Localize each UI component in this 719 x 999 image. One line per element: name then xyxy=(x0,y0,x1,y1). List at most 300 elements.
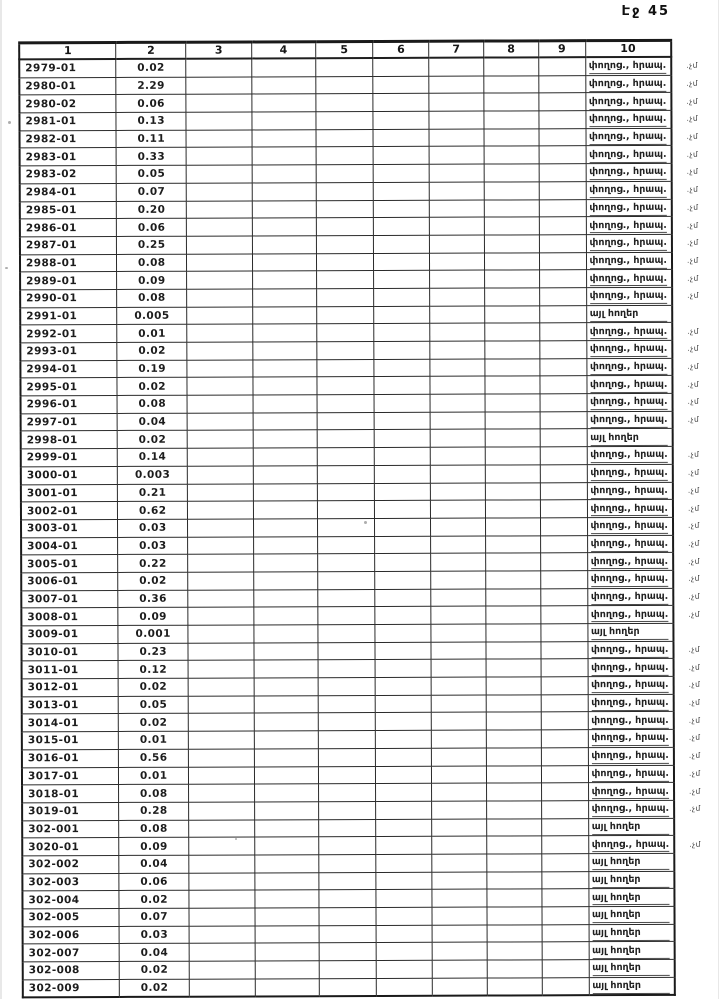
empty-cell xyxy=(431,659,486,677)
empty-cell xyxy=(376,907,432,925)
empty-cell xyxy=(430,376,485,394)
parcel-id-cell: 3008-01 xyxy=(21,608,118,626)
area-value-cell: 0.08 xyxy=(116,289,186,307)
empty-cell xyxy=(375,677,431,695)
empty-cell xyxy=(430,447,485,465)
land-use-cell xyxy=(588,853,674,871)
empty-cell xyxy=(253,466,317,484)
empty-cell xyxy=(373,182,429,200)
land-use-cell xyxy=(586,323,672,341)
land-use-text: փողոց., հրապ. xyxy=(591,715,669,729)
land-use-cell xyxy=(585,93,671,111)
empty-cell xyxy=(318,837,376,855)
empty-cell xyxy=(431,872,486,890)
empty-cell xyxy=(430,571,485,589)
empty-cell xyxy=(375,660,431,678)
column-header-1: 1 xyxy=(19,42,116,59)
land-use-text: փողոց., հրապ. xyxy=(591,803,669,817)
empty-cell xyxy=(539,358,586,376)
land-use-cell xyxy=(585,252,671,270)
empty-cell xyxy=(188,643,254,661)
empty-cell xyxy=(431,695,486,713)
empty-cell xyxy=(430,483,485,501)
margin-mark: .չմ xyxy=(686,167,698,177)
parcel-id-cell: 3001-01 xyxy=(20,484,117,502)
empty-cell xyxy=(485,588,540,606)
margin-mark: .չմ xyxy=(686,202,698,212)
empty-cell xyxy=(186,289,252,307)
margin-mark: .չմ xyxy=(686,291,699,301)
empty-cell xyxy=(373,200,429,218)
area-value-cell: 0.33 xyxy=(116,148,186,166)
land-use-cell xyxy=(588,906,674,924)
empty-cell xyxy=(187,377,253,395)
empty-cell xyxy=(186,200,252,218)
parcel-id-cell: 3012-01 xyxy=(21,679,118,697)
empty-cell xyxy=(374,394,430,412)
area-value-cell: 0.08 xyxy=(118,820,188,838)
margin-mark xyxy=(674,853,718,871)
empty-cell xyxy=(485,659,540,677)
empty-cell xyxy=(188,731,254,749)
empty-cell xyxy=(316,324,374,342)
area-value-cell: 0.001 xyxy=(118,625,188,643)
empty-cell xyxy=(188,696,254,714)
empty-cell xyxy=(254,908,318,926)
empty-cell xyxy=(486,907,541,925)
empty-cell xyxy=(188,873,254,891)
empty-cell xyxy=(376,925,432,943)
empty-cell xyxy=(318,907,376,925)
page-number-label: Էջ 45 xyxy=(621,4,671,19)
land-use-text: այլ հողեր xyxy=(591,856,669,870)
empty-cell xyxy=(429,306,484,324)
empty-cell xyxy=(318,784,376,802)
empty-cell xyxy=(316,359,374,377)
empty-cell xyxy=(317,748,375,766)
table-row xyxy=(19,57,715,78)
empty-cell xyxy=(539,429,586,447)
land-use-text: փողոց., հրապ. xyxy=(590,591,668,605)
land-use-cell xyxy=(588,977,674,996)
column-header-5: 5 xyxy=(315,41,373,58)
empty-cell xyxy=(189,979,255,997)
empty-cell xyxy=(486,748,541,766)
empty-cell xyxy=(253,554,317,572)
margin-mark: .չմ xyxy=(687,591,700,601)
empty-cell xyxy=(373,253,429,271)
empty-cell xyxy=(485,465,540,483)
parcel-id-cell: 2980-01 xyxy=(19,77,116,95)
parcel-id-cell: 2998-01 xyxy=(20,431,117,449)
empty-cell xyxy=(254,784,318,802)
empty-cell xyxy=(376,854,432,872)
empty-cell xyxy=(374,430,430,448)
empty-cell xyxy=(484,235,539,253)
empty-cell xyxy=(316,395,374,413)
land-use-text: այլ հողեր xyxy=(590,432,668,446)
empty-cell xyxy=(484,359,539,377)
empty-cell xyxy=(316,430,374,448)
empty-cell xyxy=(539,270,586,288)
area-value-cell: 0.13 xyxy=(116,112,186,130)
empty-cell xyxy=(483,146,538,164)
empty-cell xyxy=(252,289,316,307)
empty-cell xyxy=(251,112,315,130)
empty-cell xyxy=(484,164,539,182)
land-use-text: փողոց., հրապ. xyxy=(589,149,667,163)
area-value-cell: 0.19 xyxy=(117,360,187,378)
empty-cell xyxy=(254,925,318,943)
empty-cell xyxy=(316,465,374,483)
empty-cell xyxy=(187,360,253,378)
area-value-cell: 0.01 xyxy=(117,325,187,343)
parcel-id-cell: 302-004 xyxy=(22,891,119,909)
parcel-id-cell: 2985-01 xyxy=(19,201,116,219)
empty-cell xyxy=(375,642,431,660)
empty-cell xyxy=(486,854,541,872)
empty-cell xyxy=(253,625,317,643)
empty-cell xyxy=(538,57,585,75)
empty-cell xyxy=(431,783,486,801)
empty-cell xyxy=(429,129,484,147)
empty-cell xyxy=(485,447,540,465)
parcel-id-cell: 3004-01 xyxy=(21,537,118,555)
area-value-cell: 0.05 xyxy=(118,696,188,714)
land-use-cell xyxy=(586,287,672,305)
empty-cell xyxy=(373,147,429,165)
column-header-9: 9 xyxy=(538,41,585,58)
margin-column-spacer xyxy=(671,40,715,57)
area-value-cell: 0.003 xyxy=(117,466,187,484)
margin-mark: .չմ xyxy=(687,556,700,566)
land-use-text: այլ հողեր xyxy=(589,308,667,322)
empty-cell xyxy=(430,394,485,412)
land-use-text: փողոց., հրապ. xyxy=(589,237,667,251)
empty-cell xyxy=(188,802,254,820)
empty-cell xyxy=(373,111,429,129)
empty-cell xyxy=(315,147,373,165)
empty-cell xyxy=(315,165,373,183)
empty-cell xyxy=(375,713,431,731)
empty-cell xyxy=(317,713,375,731)
empty-cell xyxy=(486,889,541,907)
empty-cell xyxy=(486,925,541,943)
land-use-text: փողոց., հրապ. xyxy=(590,485,668,499)
empty-cell xyxy=(318,961,376,979)
empty-cell xyxy=(188,625,254,643)
land-use-cell xyxy=(586,464,672,482)
area-value-cell: 0.14 xyxy=(117,448,187,466)
empty-cell xyxy=(318,872,376,890)
parcel-id-cell: 2997-01 xyxy=(20,413,117,431)
parcel-id-cell: 2983-01 xyxy=(19,148,116,166)
margin-mark: .չմ xyxy=(686,149,698,159)
parcel-id-cell: 302-001 xyxy=(22,820,119,838)
empty-cell xyxy=(375,554,431,572)
empty-cell xyxy=(254,749,318,767)
empty-cell xyxy=(539,464,586,482)
empty-cell xyxy=(188,784,254,802)
empty-cell xyxy=(429,200,484,218)
area-value-cell: 0.20 xyxy=(116,201,186,219)
empty-cell xyxy=(252,395,316,413)
empty-cell xyxy=(253,589,317,607)
area-value-cell: 0.08 xyxy=(117,395,187,413)
empty-cell xyxy=(252,324,316,342)
column-header-3: 3 xyxy=(185,42,251,59)
empty-cell xyxy=(187,413,253,431)
empty-cell xyxy=(431,642,486,660)
parcel-id-cell: 302-008 xyxy=(22,962,119,980)
land-use-cell xyxy=(587,606,673,624)
empty-cell xyxy=(187,607,253,625)
parcel-id-cell: 302-005 xyxy=(22,908,119,926)
parcel-id-cell: 3010-01 xyxy=(21,643,118,661)
land-use-cell xyxy=(588,818,674,836)
empty-cell xyxy=(317,554,375,572)
land-use-cell xyxy=(587,712,673,730)
empty-cell xyxy=(374,377,430,395)
land-use-cell xyxy=(586,393,672,411)
empty-cell xyxy=(315,76,373,94)
land-use-cell xyxy=(585,146,671,164)
parcel-id-cell: 2979-01 xyxy=(19,59,116,78)
land-use-cell xyxy=(585,110,671,128)
parcel-id-cell: 3005-01 xyxy=(21,555,118,573)
empty-cell xyxy=(431,748,486,766)
empty-cell xyxy=(540,624,587,642)
empty-cell xyxy=(486,836,541,854)
empty-cell xyxy=(430,606,485,624)
parcel-id-cell: 3020-01 xyxy=(22,838,119,856)
margin-mark: .չմ xyxy=(685,60,698,70)
empty-cell xyxy=(187,395,253,413)
parcel-id-cell: 3006-01 xyxy=(21,572,118,590)
empty-cell xyxy=(253,519,317,537)
empty-cell xyxy=(374,483,430,501)
land-parcel-table xyxy=(18,39,719,999)
empty-cell xyxy=(317,695,375,713)
parcel-id-cell: 302-002 xyxy=(22,855,119,873)
land-use-cell xyxy=(587,517,673,535)
area-value-cell: 0.04 xyxy=(119,944,189,962)
empty-cell xyxy=(317,731,375,749)
parcel-id-cell: 2994-01 xyxy=(20,360,117,378)
parcel-id-cell: 302-007 xyxy=(22,944,119,962)
empty-cell xyxy=(318,819,376,837)
empty-cell xyxy=(485,642,540,660)
parcel-id-cell: 2990-01 xyxy=(20,289,117,307)
empty-cell xyxy=(539,288,586,306)
empty-cell xyxy=(318,854,376,872)
empty-cell xyxy=(540,641,587,659)
margin-mark: .չմ xyxy=(685,96,698,106)
empty-cell xyxy=(429,217,484,235)
empty-cell xyxy=(254,872,318,890)
empty-cell xyxy=(317,607,375,625)
empty-cell xyxy=(316,448,374,466)
land-use-text: փողոց., հրապ. xyxy=(590,396,668,410)
empty-cell xyxy=(541,818,588,836)
area-value-cell: 0.11 xyxy=(116,130,186,148)
land-use-cell xyxy=(587,747,673,765)
land-use-cell xyxy=(588,959,674,977)
area-value-cell: 2.29 xyxy=(116,77,186,95)
empty-cell xyxy=(373,271,429,289)
empty-cell xyxy=(487,960,542,978)
empty-cell xyxy=(186,307,252,325)
empty-cell xyxy=(540,500,587,518)
empty-cell xyxy=(252,342,316,360)
empty-cell xyxy=(186,147,252,165)
area-value-cell: 0.02 xyxy=(116,59,186,77)
column-header-10: 10 xyxy=(585,40,671,57)
empty-cell xyxy=(253,572,317,590)
empty-cell xyxy=(430,465,485,483)
land-use-cell xyxy=(587,553,673,571)
empty-cell xyxy=(375,783,431,801)
land-use-text: փողոց., հրապ. xyxy=(589,202,667,216)
margin-mark: .չմ xyxy=(686,184,698,194)
parcel-id-cell: 2999-01 xyxy=(20,449,117,467)
empty-cell xyxy=(186,94,252,112)
land-use-text: փողոց., հրապ. xyxy=(591,679,669,693)
margin-mark xyxy=(674,888,718,906)
empty-cell xyxy=(252,218,316,236)
empty-cell xyxy=(429,288,484,306)
land-use-cell xyxy=(587,570,673,588)
empty-cell xyxy=(376,837,432,855)
area-value-cell: 0.02 xyxy=(119,891,189,909)
empty-cell xyxy=(541,907,588,925)
empty-cell xyxy=(486,818,541,836)
margin-mark xyxy=(673,623,717,641)
area-value-cell: 0.56 xyxy=(118,749,188,767)
empty-cell xyxy=(254,713,318,731)
empty-cell xyxy=(540,659,587,677)
empty-cell xyxy=(430,359,485,377)
land-use-cell xyxy=(585,217,671,235)
empty-cell xyxy=(429,253,484,271)
column-header-7: 7 xyxy=(428,41,483,58)
land-use-text: փողոց., հրապ. xyxy=(590,502,668,516)
empty-cell xyxy=(539,447,586,465)
empty-cell xyxy=(484,252,539,270)
empty-cell xyxy=(252,359,316,377)
parcel-id-cell: 3016-01 xyxy=(21,749,118,767)
land-use-cell xyxy=(585,234,671,252)
margin-mark xyxy=(674,818,718,836)
empty-cell xyxy=(430,553,485,571)
column-header-6: 6 xyxy=(373,41,429,58)
empty-cell xyxy=(376,943,432,961)
empty-cell xyxy=(253,501,317,519)
land-use-text: փողոց., հրապ. xyxy=(591,662,669,676)
land-use-cell xyxy=(586,482,672,500)
empty-cell xyxy=(429,182,484,200)
land-use-cell xyxy=(587,694,673,712)
empty-cell xyxy=(431,730,486,748)
land-use-text: փողոց., հրապ. xyxy=(589,326,667,340)
empty-cell xyxy=(254,731,318,749)
empty-cell xyxy=(541,783,588,801)
margin-mark xyxy=(674,977,718,995)
area-value-cell: 0.01 xyxy=(118,731,188,749)
parcel-id-cell: 2991-01 xyxy=(20,307,117,325)
parcel-id-cell: 3007-01 xyxy=(21,590,118,608)
margin-mark: .չմ xyxy=(688,786,701,796)
area-value-cell: 0.04 xyxy=(117,413,187,431)
area-value-cell: 0.03 xyxy=(117,519,187,537)
empty-cell xyxy=(375,607,431,625)
empty-cell xyxy=(253,483,317,501)
empty-cell xyxy=(485,606,540,624)
land-use-text: փողոց., հրապ. xyxy=(589,379,667,393)
area-value-cell: 0.09 xyxy=(116,271,186,289)
area-value-cell: 0.28 xyxy=(118,802,188,820)
land-use-text: այլ հողեր xyxy=(591,821,669,835)
empty-cell xyxy=(315,182,373,200)
area-value-cell: 0.07 xyxy=(116,183,186,201)
empty-cell xyxy=(316,483,374,501)
margin-mark: .չմ xyxy=(687,450,699,460)
empty-cell xyxy=(540,535,587,553)
empty-cell xyxy=(485,571,540,589)
empty-cell xyxy=(430,500,485,518)
empty-cell xyxy=(540,553,587,571)
margin-mark: .չմ xyxy=(686,273,699,283)
empty-cell xyxy=(315,58,373,76)
parcel-id-cell: 302-009 xyxy=(22,979,119,998)
empty-cell xyxy=(251,58,315,76)
parcel-id-cell: 2993-01 xyxy=(20,342,117,360)
area-value-cell: 0.02 xyxy=(118,714,188,732)
empty-cell xyxy=(428,58,483,76)
empty-cell xyxy=(486,765,541,783)
area-value-cell: 0.12 xyxy=(118,661,188,679)
empty-cell xyxy=(376,978,432,996)
empty-cell xyxy=(317,589,375,607)
empty-cell xyxy=(485,482,540,500)
land-use-text: այլ հողեր xyxy=(592,962,670,976)
empty-cell xyxy=(485,500,540,518)
empty-cell xyxy=(315,112,373,130)
empty-cell xyxy=(186,236,252,254)
empty-cell xyxy=(538,75,585,93)
empty-cell xyxy=(374,306,430,324)
empty-cell xyxy=(317,536,375,554)
empty-cell xyxy=(373,288,429,306)
empty-cell xyxy=(188,855,254,873)
empty-cell xyxy=(186,112,252,130)
land-use-text: այլ հողեր xyxy=(590,626,668,640)
empty-cell xyxy=(541,871,588,889)
empty-cell xyxy=(429,164,484,182)
empty-cell xyxy=(252,412,316,430)
empty-cell xyxy=(374,324,430,342)
land-use-cell xyxy=(587,641,673,659)
empty-cell xyxy=(318,978,376,996)
empty-cell xyxy=(318,890,376,908)
empty-cell xyxy=(316,288,374,306)
parcel-id-cell: 3000-01 xyxy=(20,466,117,484)
area-value-cell: 0.02 xyxy=(119,961,189,979)
empty-cell xyxy=(373,129,429,147)
margin-mark: .չմ xyxy=(688,839,701,849)
parcel-id-cell: 302-003 xyxy=(22,873,119,891)
parcel-id-cell: 2995-01 xyxy=(20,378,117,396)
